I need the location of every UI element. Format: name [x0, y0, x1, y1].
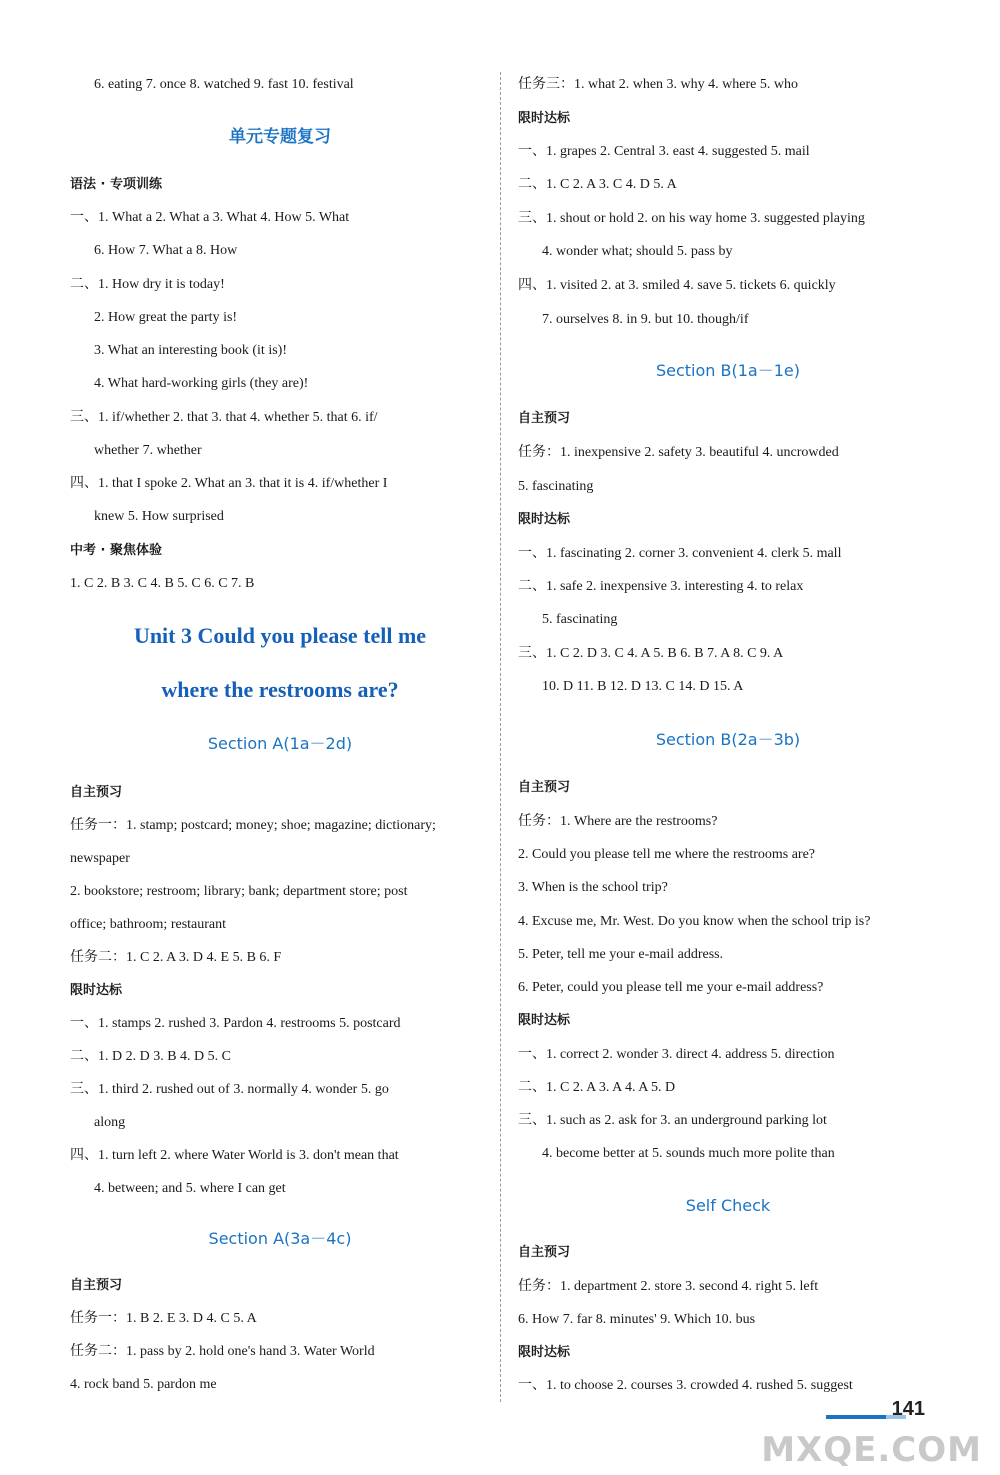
answer-line: office; bathroom; restaurant: [70, 917, 227, 932]
answer-line: 四、1. that I spoke 2. What an 3. that it is 4. if/whether I: [70, 476, 388, 491]
column-divider: [500, 72, 501, 1402]
answer-line: 四、1. turn left 2. where Water World is 3. don't mean that: [70, 1148, 399, 1163]
answer-line: 二、1. C 2. A 3. A 4. A 5. D: [518, 1080, 676, 1095]
answer-line: along: [94, 1115, 126, 1130]
answer-line: 5. fascinating: [518, 479, 594, 494]
answer-line: 10. D 11. B 12. D 13. C 14. D 15. A: [542, 679, 744, 694]
answer-line: 2. How great the party is!: [94, 310, 238, 325]
answer-line: 任务三：1. what 2. when 3. why 4. where 5. who: [518, 77, 798, 92]
answer-line: 任务：1. Where are the restrooms?: [518, 814, 718, 829]
subsection-label: 自主预习: [70, 1278, 123, 1293]
answer-line: 2. Could you please tell me where the restrooms are?: [518, 847, 816, 862]
answer-line: 3. What an interesting book (it is)!: [94, 343, 287, 358]
answer-line: 6. eating 7. once 8. watched 9. fast 10. festival: [94, 77, 354, 92]
answer-line: newspaper: [70, 851, 130, 866]
page-number-bar: [826, 1415, 886, 1419]
answer-line: 三、1. C 2. D 3. C 4. A 5. B 6. B 7. A 8. C 9. A: [518, 646, 784, 661]
answer-line: 5. fascinating: [542, 612, 618, 627]
answer-line: whether 7. whether: [94, 443, 202, 458]
section-heading: Section A(1a－2d): [207, 734, 353, 753]
answer-line: 一、1. grapes 2. Central 3. east 4. suggested 5. mail: [518, 144, 810, 159]
subsection-label: 限时达标: [518, 1345, 571, 1360]
watermark-logo: MXQE.COM: [761, 1430, 982, 1470]
answer-line: 4. Excuse me, Mr. West. Do you know when the school trip is?: [518, 914, 871, 929]
answer-line: 任务：1. inexpensive 2. safety 3. beautiful 4. uncrowded: [518, 445, 839, 460]
answer-line: 二、1. D 2. D 3. B 4. D 5. C: [70, 1049, 232, 1064]
answer-line: 6. How 7. far 8. minutes' 9. Which 10. bus: [518, 1312, 756, 1327]
answer-line: 三、1. third 2. rushed out of 3. normally 4. wonder 5. go: [70, 1082, 389, 1097]
answer-line: 三、1. if/whether 2. that 3. that 4. whether 5. that 6. if/: [70, 410, 378, 425]
answer-line: 二、1. C 2. A 3. C 4. D 5. A: [518, 177, 677, 192]
answer-line: knew 5. How surprised: [94, 509, 224, 524]
subsection-label: 自主预习: [70, 785, 123, 800]
answer-line: 四、1. visited 2. at 3. smiled 4. save 5. tickets 6. quickly: [518, 278, 836, 293]
answer-line: 任务二：1. C 2. A 3. D 4. E 5. B 6. F: [70, 950, 282, 965]
unit-title: Unit 3 Could you please tell me: [133, 623, 427, 648]
subsection-label: 限时达标: [518, 111, 571, 126]
answer-line: 一、1. to choose 2. courses 3. crowded 4. rushed 5. suggest: [518, 1378, 853, 1393]
answer-line: 1. C 2. B 3. C 4. B 5. C 6. C 7. B: [70, 576, 255, 591]
subsection-label: 自主预习: [518, 1245, 571, 1260]
answer-line: 4. become better at 5. sounds much more polite than: [542, 1146, 835, 1161]
section-heading: Section A(3a－4c): [208, 1229, 352, 1248]
section-heading: Section B(2a－3b): [655, 730, 801, 749]
section-heading: Self Check: [685, 1196, 771, 1215]
answer-line: 6. Peter, could you please tell me your e-mail address?: [518, 980, 824, 995]
answer-line: 4. What hard-working girls (they are)!: [94, 376, 309, 391]
answer-line: 任务：1. department 2. store 3. second 4. right 5. left: [518, 1279, 819, 1294]
answer-line: 任务一：1. stamp; postcard; money; shoe; magazine; dictionary;: [70, 818, 436, 833]
page-number: 141: [891, 1398, 925, 1420]
answer-line: 三、1. such as 2. ask for 3. an underground parking lot: [518, 1113, 827, 1128]
answer-line: 任务一：1. B 2. E 3. D 4. C 5. A: [70, 1311, 257, 1326]
answer-line: 三、1. shout or hold 2. on his way home 3. suggested playing: [518, 211, 865, 226]
answer-line: 6. How 7. What a 8. How: [94, 243, 238, 258]
answer-line: 任务二：1. pass by 2. hold one's hand 3. Water World: [70, 1344, 375, 1359]
answer-line: 2. bookstore; restroom; library; bank; department store; post: [70, 884, 408, 899]
subsection-label: 自主预习: [518, 780, 571, 795]
section-heading: 单元专题复习: [229, 127, 331, 147]
answer-line: 7. ourselves 8. in 9. but 10. though/if: [542, 312, 749, 327]
answer-line: 一、1. correct 2. wonder 3. direct 4. address 5. direction: [518, 1047, 835, 1062]
answer-line: 4. between; and 5. where I can get: [94, 1181, 286, 1196]
answer-line: 3. When is the school trip?: [518, 880, 668, 895]
subsection-label: 限时达标: [70, 983, 123, 998]
subsection-label: 限时达标: [518, 1013, 571, 1028]
answer-line: 一、1. fascinating 2. corner 3. convenient 4. clerk 5. mall: [518, 546, 842, 561]
subsection-label: 语法 · 专项训练: [70, 177, 162, 192]
unit-title: where the restrooms are?: [161, 677, 399, 702]
answer-line: 二、1. safe 2. inexpensive 3. interesting 4. to relax: [518, 579, 804, 594]
subsection-label: 限时达标: [518, 512, 571, 527]
section-heading: Section B(1a－1e): [655, 361, 800, 380]
subsection-label: 自主预习: [518, 411, 571, 426]
answer-line: 一、1. What a 2. What a 3. What 4. How 5. What: [70, 210, 350, 225]
answer-line: 4. rock band 5. pardon me: [70, 1377, 217, 1392]
answer-line: 一、1. stamps 2. rushed 3. Pardon 4. restrooms 5. postcard: [70, 1016, 401, 1031]
answer-line: 5. Peter, tell me your e-mail address.: [518, 947, 724, 962]
answer-line: 4. wonder what; should 5. pass by: [542, 244, 733, 259]
answer-line: 二、1. How dry it is today!: [70, 277, 225, 292]
subsection-label: 中考 · 聚焦体验: [70, 543, 162, 558]
